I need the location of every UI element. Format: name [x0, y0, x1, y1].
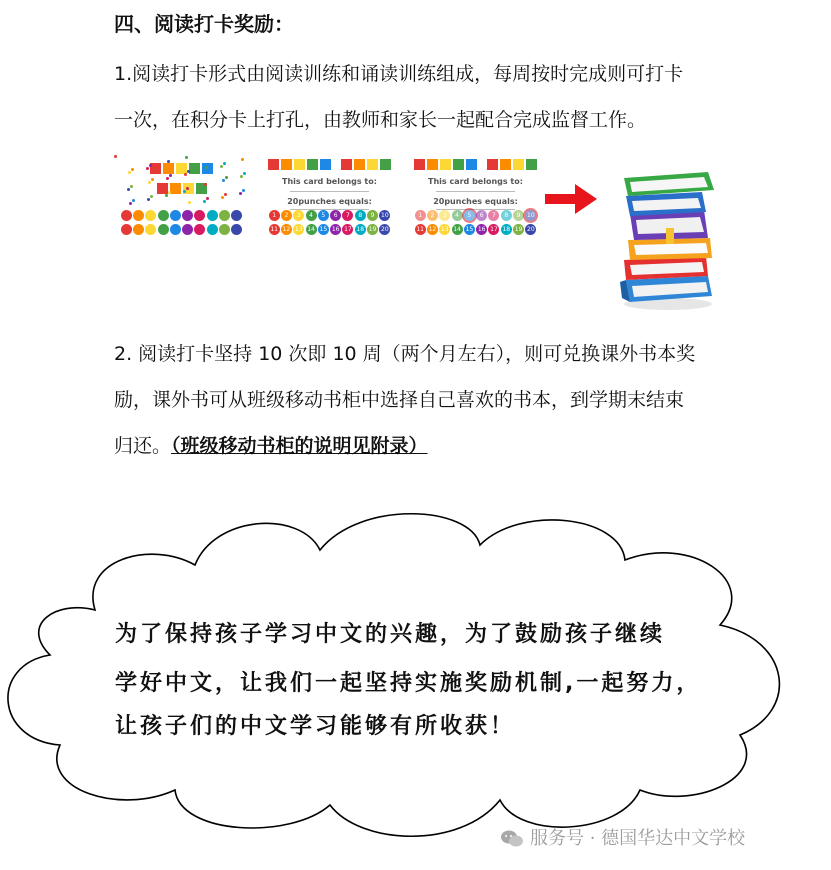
banner-tile — [281, 159, 292, 170]
punch-dot — [207, 224, 218, 235]
punch-dot — [133, 210, 144, 221]
banner-tile — [487, 159, 498, 170]
punch-card-banner-2 — [114, 183, 249, 194]
punch-dot — [133, 224, 144, 235]
punch-dot — [219, 224, 230, 235]
punch-dot: 15 — [319, 226, 328, 233]
paragraph-2-line-1: 2. 阅读打卡坚持 10 次即 10 周（两个月左右），则可兑换课外书本奖 — [114, 343, 696, 365]
paragraph-2-line-3 — [114, 434, 428, 458]
banner-tile — [500, 159, 511, 170]
confetti-dot — [205, 166, 208, 169]
card-belongs-text: This card belongs to: — [282, 177, 377, 186]
confetti-dot — [188, 201, 191, 204]
punch-dot: 18 — [356, 226, 365, 233]
paragraph-2-line-3-prefix: 归还。 — [114, 435, 172, 457]
confetti-dot — [222, 179, 225, 182]
punch-dot: 7 — [488, 210, 499, 221]
banner-tile — [320, 159, 331, 170]
confetti-dot — [240, 175, 243, 178]
appendix-link[interactable]: （班级移动书柜的说明见附录） — [171, 435, 428, 457]
card-equals-text: 20punches equals: — [433, 197, 518, 206]
card-equals-text: 20punches equals: — [287, 197, 372, 206]
punch-dot — [182, 224, 193, 235]
punch-dot: 17 — [490, 226, 498, 233]
punch-dot: 8 — [355, 210, 366, 221]
banner-tile — [170, 183, 181, 194]
punch-dot: 10 — [381, 212, 389, 219]
punch-dot: 19 — [368, 226, 377, 233]
punch-card-progress — [408, 155, 543, 241]
punch-card-number-dots — [414, 210, 537, 235]
confetti-dot — [148, 181, 151, 184]
punch-dot — [231, 224, 242, 235]
punch-dot: 13 — [440, 226, 449, 233]
confetti-dot — [169, 174, 172, 177]
confetti-dot — [206, 197, 209, 200]
card-name-line — [290, 191, 369, 192]
punch-dot — [121, 224, 132, 235]
punch-dot — [194, 224, 205, 235]
punch-dot: 14 — [307, 226, 315, 233]
banner-tile — [163, 163, 174, 174]
confetti-dot — [242, 189, 245, 192]
punch-dot — [158, 224, 169, 235]
punch-dot: 1 — [415, 210, 426, 221]
punch-dot: 7 — [342, 210, 353, 221]
punch-dot — [231, 210, 242, 221]
punch-dot: 19 — [514, 226, 523, 233]
punch-dot: 6 — [476, 210, 487, 221]
punch-dot: 13 — [294, 226, 303, 233]
punch-dot: 2 — [427, 210, 438, 221]
punch-dot: 1 — [269, 210, 280, 221]
confetti-dot — [204, 183, 207, 186]
confetti-dot — [183, 190, 186, 193]
confetti-dot — [225, 176, 228, 179]
punch-dot: 20 — [381, 226, 389, 233]
punch-dot: 5 — [318, 210, 329, 221]
punch-dot: 9 — [513, 210, 524, 221]
confetti-dot — [220, 165, 223, 168]
paragraph-2-line-2: 励，课外书可从班级移动书柜中选择自己喜欢的书本，到学期末结束 — [114, 389, 685, 411]
punch-dot: 11 — [416, 226, 424, 233]
punch-dot: 9 — [367, 210, 378, 221]
punch-dot: 12 — [428, 226, 437, 233]
confetti-dot — [166, 177, 169, 180]
punch-dot — [121, 210, 132, 221]
punch-dot — [207, 210, 218, 221]
confetti-dot — [221, 196, 224, 199]
confetti-dot — [147, 198, 150, 201]
confetti-dot — [149, 164, 152, 167]
punch-dot: 20 — [527, 226, 535, 233]
confetti-dot — [202, 169, 205, 172]
punch-card-blank — [262, 155, 397, 241]
confetti-dot — [165, 194, 168, 197]
confetti-dot — [146, 167, 149, 170]
punch-dot: 18 — [502, 226, 511, 233]
punch-dot: 14 — [453, 226, 461, 233]
confetti-dot — [203, 200, 206, 203]
punch-dot: 4 — [306, 210, 317, 221]
paragraph-1-line-1: 1.阅读打卡形式由阅读训练和诵读训练组成，每周按时完成则可打卡 — [114, 63, 684, 85]
banner-tile — [466, 159, 477, 170]
punch-card-dots — [120, 210, 243, 235]
punch-dot: 11 — [270, 226, 278, 233]
banner-tile — [427, 159, 438, 170]
banner-tile — [341, 159, 352, 170]
punch-dot — [170, 224, 181, 235]
section-heading: 四、阅读打卡奖励： — [114, 12, 294, 36]
banner-tile — [380, 159, 391, 170]
punch-dot: 2 — [281, 210, 292, 221]
banner-tile — [440, 159, 451, 170]
punch-dot: 8 — [501, 210, 512, 221]
punch-dot: 3 — [439, 210, 450, 221]
confetti-dot — [187, 170, 190, 173]
punch-dot — [219, 210, 230, 221]
punch-dot: 5 — [464, 210, 475, 221]
banner-tile — [414, 159, 425, 170]
confetti-dot — [168, 191, 171, 194]
punch-dot: 16 — [477, 226, 486, 233]
card-belongs-text: This card belongs to: — [428, 177, 523, 186]
banner-tile — [294, 159, 305, 170]
watermark-text: 服务号 · 德国华达中文学校 — [530, 828, 746, 849]
punch-card-banner — [408, 159, 543, 170]
punch-dot: 4 — [452, 210, 463, 221]
banner-tile — [354, 159, 365, 170]
card-name-line — [436, 191, 515, 192]
punch-dot: 10 — [527, 212, 535, 219]
confetti-dot — [151, 178, 154, 181]
cloud-line-2: 学好中文，让我们一起坚持实施奖励机制,一起努力， — [115, 671, 702, 696]
punch-dot — [145, 210, 156, 221]
banner-tile — [453, 159, 464, 170]
confetti-dot — [241, 158, 244, 161]
book-stack-icon — [616, 168, 720, 312]
banner-tile — [526, 159, 537, 170]
punch-card-banner-1 — [114, 163, 249, 174]
punch-dot — [194, 210, 205, 221]
punch-dot: 17 — [344, 226, 352, 233]
punch-card-confetti — [114, 155, 249, 241]
banner-tile — [513, 159, 524, 170]
confetti-dot — [127, 188, 130, 191]
punch-dot — [158, 210, 169, 221]
wechat-icon — [500, 829, 524, 849]
punch-dot — [145, 224, 156, 235]
banner-tile — [307, 159, 318, 170]
confetti-dot — [114, 155, 117, 158]
confetti-dot — [239, 192, 242, 195]
punch-dot: 6 — [330, 210, 341, 221]
cloud-line-1: 为了保持孩子学习中文的兴趣，为了鼓励孩子继续 — [115, 622, 666, 647]
red-arrow-icon — [545, 184, 597, 214]
punch-dot: 12 — [282, 226, 291, 233]
punch-dot: 15 — [465, 226, 474, 233]
banner-tile — [268, 159, 279, 170]
confetti-dot — [128, 171, 131, 174]
confetti-dot — [186, 187, 189, 190]
confetti-dot — [223, 162, 226, 165]
banner-tile — [157, 183, 168, 194]
banner-tile — [189, 163, 200, 174]
confetti-dot — [224, 193, 227, 196]
confetti-dot — [132, 199, 135, 202]
confetti-dot — [130, 185, 133, 188]
cloud-line-3: 让孩子们的中文学习能够有所收获！ — [115, 714, 516, 739]
confetti-dot — [243, 172, 246, 175]
confetti-dot — [150, 195, 153, 198]
watermark — [500, 824, 745, 850]
confetti-dot — [131, 168, 134, 171]
confetti-dot — [129, 202, 132, 205]
punch-dot — [182, 210, 193, 221]
paragraph-1-line-2: 一次，在积分卡上打孔，由教师和家长一起配合完成监督工作。 — [114, 109, 647, 131]
punch-card-banner — [262, 159, 397, 170]
confetti-dot — [167, 160, 170, 163]
punch-dot: 3 — [293, 210, 304, 221]
punch-dot: 16 — [331, 226, 340, 233]
confetti-dot — [185, 156, 188, 159]
confetti-dot — [184, 173, 187, 176]
banner-tile — [367, 159, 378, 170]
punch-card-number-dots — [268, 210, 391, 235]
punch-dot — [170, 210, 181, 221]
